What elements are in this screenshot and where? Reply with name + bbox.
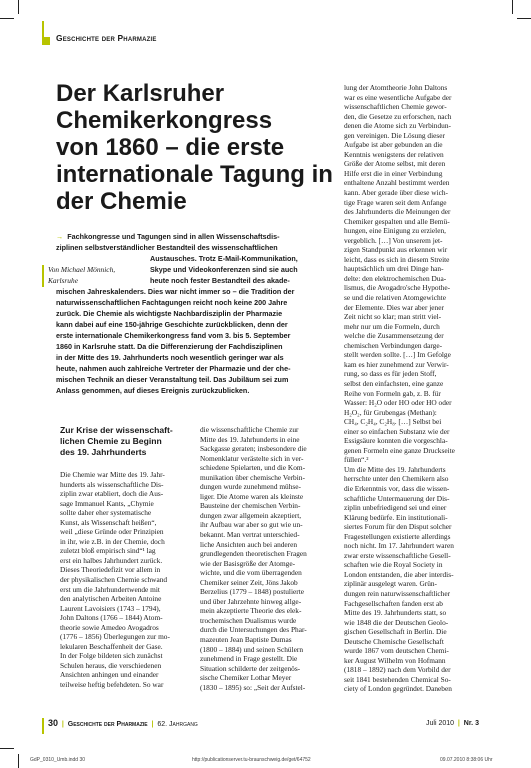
- body-line: Essigsäure konnten die vorgeschla-: [344, 436, 448, 446]
- body-line: welche die Zusammensetzung der: [344, 331, 444, 341]
- body-line: schiedene Spielarten, und die Kom-: [200, 463, 306, 473]
- body-line: mein akzeptierte Theorie des elek-: [200, 606, 302, 616]
- body-line: ziplin unbefriedigend sei und einer: [344, 503, 447, 513]
- body-line: H₂O₂, für Grubengas (Methan):: [344, 407, 437, 417]
- body-line: selbst den einfachsten, eine ganze: [344, 378, 444, 388]
- body-line: Sackgasse geraten; insbesondere die: [200, 444, 307, 454]
- body-line: Hilfe erst die in einer Verbindung: [344, 168, 443, 178]
- body-line: mazeuten Jean Baptiste Dumas: [200, 635, 292, 645]
- body-line: die wissenschaftliche Chemie zur: [200, 425, 299, 434]
- body-line: genen Formeln eine ganze Druckseite: [344, 445, 455, 455]
- body-line: enthaltene Anzahl bestimmt werden: [344, 178, 450, 188]
- crop-mark: [512, 0, 513, 14]
- body-line: munikation über chemische Verbin-: [200, 472, 305, 482]
- footer-volume: 62. Jahrgang: [157, 721, 198, 728]
- body-line: der physikalischen Chemie schwand: [60, 575, 168, 585]
- body-line: weil „diese Gründe oder Prinzipien: [60, 527, 164, 537]
- body-line: ziplin zwar etabliert, doch die Aus-: [60, 489, 164, 499]
- body-line: (1818 – 1892) nach dem Vorbild der: [344, 665, 451, 675]
- body-line: Klärung bedürfe. Ein institutionali-: [344, 512, 448, 522]
- body-line: und über Jahrzehnte hinweg allge-: [200, 596, 302, 606]
- slug-filename: GdP_0310_Umb.indd 30: [30, 757, 86, 763]
- article-title: Der Karlsruher Chemikerkongress von 1860 – die erste internationale Tagung in der Chemie: [56, 80, 333, 215]
- body-line: bekannt. Man vertrat unterschied-: [200, 530, 300, 540]
- section-heading: Zur Krise der wissenschaft- lichen Chemie zu Beginn des 19. Jahrhunderts: [60, 425, 173, 457]
- lead-line: zurück. Die Chemie als wichtigste Nachbardisziplin der Pharmazie: [56, 309, 283, 318]
- body-line: siertes Forum für den Disput solcher: [344, 522, 452, 532]
- footer-issue-number: Nr. 3: [463, 720, 479, 727]
- body-line: den, die Gesetze zu erforschen, nach: [344, 111, 452, 121]
- body-line: ihr Aufbau war aber so gut wie un-: [200, 520, 303, 530]
- body-line: Laurent Lavoisiers (1743 – 1794),: [60, 603, 161, 613]
- author-accent-bar: [42, 265, 44, 287]
- body-line: Chemiker gespalten und alle Bemü-: [344, 216, 450, 226]
- body-line: John Daltons (1766 – 1844) Atom-: [60, 613, 163, 623]
- lead-line: in der Mitte des 19. Jahrhunderts noch wesentlich geringer war als: [56, 353, 284, 362]
- body-line: Chemiker seiner Zeit, Jöns Jakob: [200, 577, 298, 587]
- body-line: trochemischen Dualismus wurde: [200, 615, 297, 625]
- body-line: Größe der Atome selbst, mit deren: [344, 159, 446, 169]
- body-line: In der Folge bildeten sich zunächst: [60, 651, 163, 661]
- lead-line: 1860 in Karlsruhe statt. Da die Differenzierung der Fachdisziplinen: [56, 342, 283, 351]
- body-line: theorie sowie Amedeo Avogadros: [60, 622, 159, 632]
- body-line: vergeblich. […] Von unserem jet-: [344, 235, 443, 245]
- page-number: 30: [48, 718, 59, 728]
- body-line: wissenschaftlichen Chemie gewor-: [344, 102, 447, 112]
- body-line: (1830 – 1895) so: „Seit der Aufstel-: [200, 682, 306, 692]
- slug-date: 09.07.2010 8:38:06 Uhr: [440, 757, 493, 763]
- body-line: liger. Die Atome waren als kleinste: [200, 491, 304, 501]
- body-column-2: [200, 425, 325, 692]
- body-line: (1800 – 1884) und seinen Schülern: [200, 644, 303, 654]
- body-line: gen vereinigen. Die Lösung dieser: [344, 130, 445, 140]
- body-line: in ihr, wie z.B. in der Chemie, doch: [60, 536, 165, 546]
- body-line: Schulen heraus, die verschiedenen: [60, 660, 162, 670]
- body-line: ker August Wilhelm von Hofmann: [344, 655, 446, 665]
- body-line: Fachgesellschaften fanden erst ab: [344, 598, 443, 608]
- crop-mark: [0, 18, 14, 19]
- body-line: durch die Untersuchungen des Phar-: [200, 625, 307, 635]
- slug-url: http://publicationserver.tu-braunschweig.de/get/64752: [192, 757, 311, 763]
- body-line: herrschte unter den Chemikern also: [344, 474, 449, 484]
- lead-line: → Fachkongresse und Tagungen sind in allen Wissenschaftsdis-: [56, 232, 280, 241]
- body-line: London entstanden, die aber interdis-: [344, 569, 454, 579]
- body-line: zuletzt bloß empirisch sind“¹ lag: [60, 546, 156, 556]
- body-line: sage Immanuel Kants, „Chymie: [60, 498, 154, 508]
- lead-line: Anlass genommen, auf dieses Ereignis zurückzublicken.: [56, 386, 250, 395]
- body-line: se und die relativen Atomgewichte: [344, 293, 446, 303]
- body-line: war es eine wesentliche Aufgabe der: [344, 92, 452, 102]
- body-line: Fragestellungen existierte allerdings: [344, 531, 451, 541]
- crop-mark: [18, 754, 19, 768]
- body-line: schaftliche Untermauerung der Dis-: [344, 493, 450, 503]
- body-line: füllen“.²: [344, 455, 369, 465]
- footer-journal: Geschichte der Pharmazie: [67, 721, 148, 728]
- body-line: Situation schilderte der zeitgenös-: [200, 663, 301, 673]
- body-line: Um die Mitte des 19. Jahrhunderts: [344, 464, 446, 474]
- body-line: zwar erste wissenschaftliche Gesell-: [344, 550, 451, 560]
- body-line: erst um die Jahrhundertwende mit: [60, 584, 160, 594]
- crop-mark: [0, 748, 14, 749]
- body-line: wichte, und die vom überragenden: [200, 568, 302, 578]
- arrow-icon: →: [56, 232, 64, 241]
- header-accent-square: [42, 37, 50, 45]
- body-line: noch nicht. Im 17. Jahrhundert waren: [344, 541, 454, 551]
- body-line: liche Ansichten auch bei anderen: [200, 539, 298, 549]
- body-line: Ansichten anhingen und einander: [60, 670, 159, 680]
- lead-line: naturwissenschaftlichen Fachtagungen reicht noch keine 200 Jahre: [56, 298, 288, 307]
- body-line: ciety of London gegründet. Daneben: [344, 684, 452, 694]
- body-line: dungen zwar allgemein akzeptiert,: [200, 510, 302, 520]
- body-line: wie der Basisgröße der Atomge-: [200, 558, 296, 568]
- body-column-3: [344, 83, 479, 694]
- body-line: Mitte des 19. Jahrhunderts statt, so: [344, 608, 447, 618]
- lead-line: heute noch fester Bestandteil des akade-: [150, 276, 290, 285]
- body-line: Reihe von Formeln gab, z. B. für: [344, 388, 441, 398]
- body-line: zunehmend in Frage gestellt. Die: [200, 654, 298, 664]
- body-line: Die Chemie war Mitte des 19. Jahr-: [60, 470, 165, 479]
- body-line: den analytischen Arbeiten Antoine: [60, 594, 162, 604]
- body-line: erst ein halbes Jahrhundert zurück.: [60, 555, 163, 565]
- body-line: hunderts als wissenschaftliche Dis-: [60, 479, 164, 489]
- body-line: kam es hier zunehmend zur Verwir-: [344, 359, 449, 369]
- body-line: gischen Gesellschaft in Berlin. Die: [344, 627, 447, 637]
- body-line: grundlegenden theoretischen Fragen: [200, 549, 307, 559]
- body-line: rung, so dass es für jeden Stoff,: [344, 369, 437, 379]
- body-line: kann. Aber gerade über diese wich-: [344, 188, 448, 198]
- body-line: dungen rein naturwissenschaftlicher: [344, 588, 451, 598]
- body-line: die Erkenntnis vor, dass die wissen-: [344, 483, 450, 493]
- body-line: Mitte des 19. Jahrhunderts in eine: [200, 434, 300, 444]
- body-line: Berzelius (1779 – 1848) postulierte: [200, 587, 305, 597]
- body-line: Wasser: H₂O oder HO oder HO oder: [344, 398, 452, 408]
- body-line: CH₄, C₂H₄, C₂H₈. […] Selbst bei: [344, 417, 442, 427]
- body-line: wie 1848 die der Deutschen Geolo-: [344, 617, 449, 627]
- crop-mark: [517, 18, 531, 19]
- body-line: hauptsächlich um drei Dinge han-: [344, 264, 444, 274]
- body-line: denen die Atome sich zu Verbindun-: [344, 121, 451, 131]
- footer-issue-date: Juli 2010: [426, 720, 455, 727]
- body-line: einer so einfachen Substanz wie der: [344, 426, 450, 436]
- body-line: chemischen Verbindungen darge-: [344, 340, 443, 350]
- body-line: Dieses Theoriedefizit vor allem in: [60, 565, 161, 575]
- body-line: Deutsche Chemische Gesellschaft: [344, 636, 444, 646]
- author-byline: Von Michael Mönnich, Karlsruhe: [42, 265, 144, 287]
- body-line: ziplinär ausgelegt waren. Grün-: [344, 579, 437, 589]
- body-line: lismus, die Avogadro'sche Hypothe-: [344, 283, 451, 293]
- body-line: (1776 – 1856) Überlegungen zur mo-: [60, 632, 170, 642]
- body-line: hungen, eine Einigung zu erzielen,: [344, 226, 446, 236]
- body-line: Kenntnis wenigstens der relativen: [344, 149, 444, 159]
- footer-accent-bar: [42, 718, 44, 734]
- lead-line: erste internationale Chemikerkongress fand vom 3. bis 5. September: [56, 331, 291, 340]
- lead-line: Austausches. Trotz E-Mail-Kommunikation,: [150, 254, 298, 263]
- lead-line: mischen Technik an dieser Veranstaltung teil. Das Jubiläum sei zum: [56, 375, 289, 384]
- footer-left: 30 | Geschichte der Pharmazie | 62. Jahrgang: [48, 718, 198, 728]
- body-line: leicht, dass es sich in diesem Streite: [344, 254, 450, 264]
- body-line: tige Frage waren seit dem Anfange: [344, 197, 447, 207]
- lead-line: kann dabei auf eine 150-jährige Geschichte zurückblicken, denn der: [56, 320, 288, 329]
- lead-line: ziplinen selbstverständlicher Bestandteil des wissenschaftlichen: [56, 243, 278, 252]
- body-line: sollte daher eher systematische: [60, 508, 152, 518]
- body-line: mehr nur um die Formeln, durch: [344, 321, 440, 331]
- body-column-1: [60, 470, 185, 690]
- lead-line: heute, nahmen auch zahlreiche Vertreter der Pharmazie und der che-: [56, 364, 291, 373]
- body-line: delte: den elektrochemischen Dua-: [344, 273, 447, 283]
- section-header: Geschichte der Pharmazie: [56, 33, 157, 43]
- body-line: teilweise heftig befehdeten. So war: [60, 680, 164, 690]
- body-line: wurde 1867 vom deutschen Chemi-: [344, 646, 449, 656]
- body-line: Zeit nicht so klar; man stritt viel-: [344, 312, 442, 322]
- lead-line: Skype und Videokonferenzen sind sie auch: [150, 265, 298, 274]
- body-line: schaften wie die Royal Society in: [344, 560, 443, 570]
- lead-line: mischen Jahreskalenders. Dies war nicht immer so – die Tradition der: [56, 287, 295, 296]
- body-line: zigen Standpunkt aus erkennen wir: [344, 245, 448, 255]
- body-line: dungen wurde zunehmend mühse-: [200, 482, 301, 492]
- crop-mark: [18, 0, 19, 14]
- body-line: lekularen Beschaffenheit der Gase.: [60, 641, 163, 651]
- body-line: Aufgabe ist aber gebunden an die: [344, 140, 443, 150]
- body-line: Bausteine der chemischen Verbin-: [200, 501, 301, 511]
- body-line: seit 1841 bestehenden Chemical So-: [344, 674, 451, 684]
- footer-right: Juli 2010 | Nr. 3: [426, 720, 479, 727]
- body-line: stellt werden sollte. […] Im Gefolge: [344, 350, 451, 360]
- body-line: lung der Atomtheorie John Daltons: [344, 83, 448, 92]
- body-line: der Elemente. Dies war aber jener: [344, 302, 444, 312]
- body-line: des Jahrhunderts die Meinungen der: [344, 207, 451, 217]
- body-line: Kunst, als Wissenschaft heißen“,: [60, 517, 157, 527]
- body-line: Nomenklatur verästelte sich in ver-: [200, 453, 304, 463]
- body-line: sische Chemiker Lothar Meyer: [200, 673, 292, 683]
